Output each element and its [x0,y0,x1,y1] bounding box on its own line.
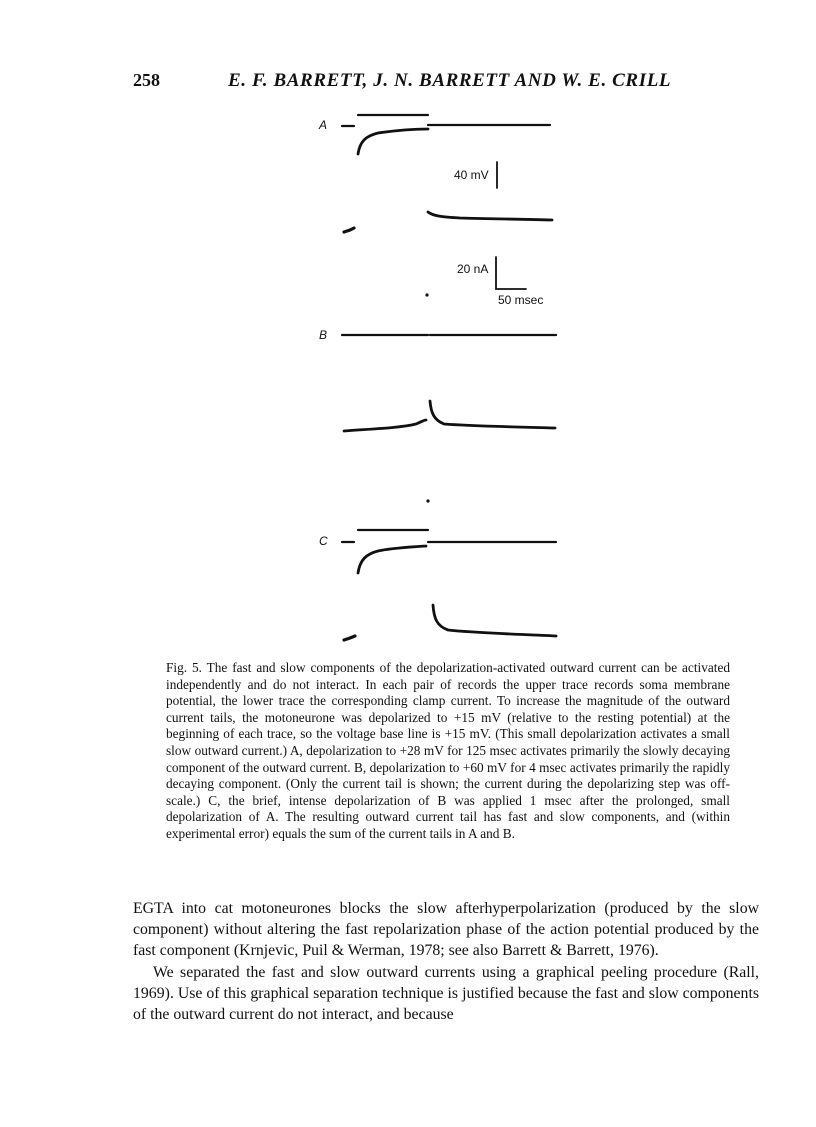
current-time-scale-bar [496,257,526,289]
figure-5 [300,105,580,655]
page-header [133,70,759,94]
figure-traces [300,105,580,655]
panel-c-current-trace [344,546,556,640]
running-head: E. F. BARRETT, J. N. BARRETT AND W. E. CRILL [228,70,672,91]
artifact-dot-a [425,293,428,296]
caption-label: Fig. 5. [166,660,202,675]
body-paragraph-1: EGTA into cat motoneurones blocks the slow afterhyperpolarization (produced by the slow component) without altering the fast repolarization phase of the action potential produced by the fast component (Krnjevic, Puil & Werman, 1978; see also Barrett & Barrett, 1976). [133,900,759,960]
panel-label-c: C [319,534,328,548]
panel-c-voltage-trace [342,530,556,542]
figure-caption [166,660,730,843]
body-text [133,898,759,1025]
caption-text: The fast and slow components of the depolarization-activated outward current can be activated independently and do not interact. In each pair of records the upper trace records soma membrane potential, the lower trace the corresponding clamp current. To increase the magnitude of the outward current tails, the motoneurone was depolarized to +15 mV (relative to the resting potential) at the beginning of each trace, so the voltage base line is +15 mV. (This small depolarization activates a small slow outward current.) A, depolarization to +28 mV for 125 msec activates primarily the slowly decaying component of the outward current. B, depolarization to +60 mV for 4 msec activates primarily the rapidly decaying component. (Only the current tail is shown; the current during the depolarizing step was off-scale.) C, the brief, intense depolarization of B was applied 1 msec after the prolonged, small depolarization of A. The resulting outward current tail has fast and slow components, and (within experimental error) equals the sum of the current tails in A and B. [166,660,730,841]
artifact-dot-b [426,499,429,502]
panel-b-current-trace [344,401,555,431]
panel-label-b: B [319,328,328,342]
page-number: 258 [133,70,160,90]
time-scale-label: 50 msec [498,293,544,307]
current-scale-label: 20 nA [457,262,489,276]
voltage-scale-label: 40 mV [454,168,489,182]
panel-a-current-trace [344,129,552,232]
panel-label-a: A [319,118,328,132]
body-paragraph-2: We separated the fast and slow outward currents using a graphical peeling procedure (Rall, 1969). Use of this graphical separation technique is justified because the fast and slow components of the outward current do not interact, and because [133,963,759,1024]
panel-a-voltage-trace [342,115,550,126]
